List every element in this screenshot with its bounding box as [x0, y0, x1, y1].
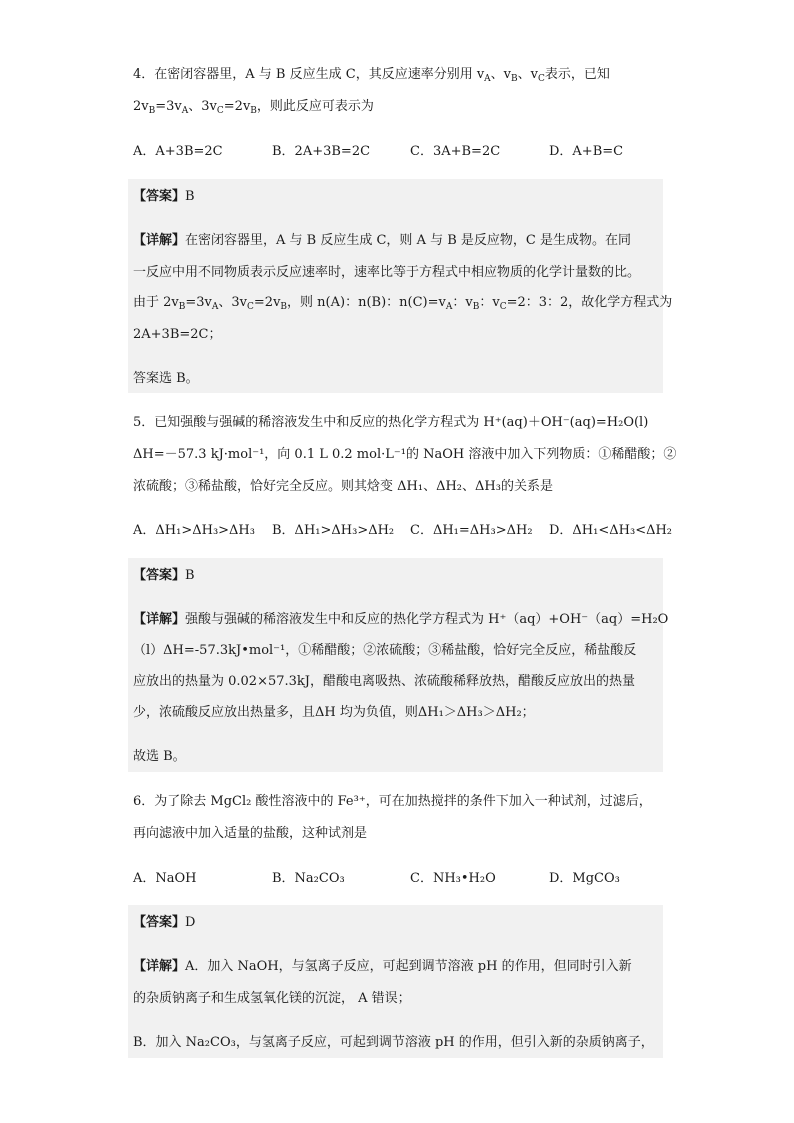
q5-detail-line-1: 【详解】强酸与强碱的稀溶液发生中和反应的热化学方程式为 H⁺（aq）+OH⁻（aq）=H₂O — [133, 612, 669, 627]
q6-detail-line-2: 的杂质钠离子和生成氢氧化镁的沉淀， A 错误； — [133, 991, 411, 1006]
q4-solution-box — [128, 179, 663, 393]
q4-detail-line-1: 【详解】在密闭容器里，A 与 B 反应生成 C，则 A 与 B 是反应物，C 是生成物。在同 — [133, 233, 631, 248]
q5-answer: 【答案】B — [133, 568, 195, 583]
q5-option-a: A．ΔH₁>ΔH₃>ΔH₃ — [133, 523, 255, 538]
q6-option-a: A．NaOH — [133, 871, 197, 886]
q5-detail-line-4: 少，浓硫酸反应放出热量多，且ΔH 均为负值，则ΔH₁＞ΔH₃＞ΔH₂； — [133, 705, 535, 720]
q4-option-b: B．2A+3B=2C — [272, 144, 371, 159]
q5-detail-line-3: 应放出的热量为 0.02×57.3kJ，醋酸电离吸热、浓硫酸稀释放热，醋酸反应放出的热量 — [133, 674, 636, 689]
q5-option-b: B．ΔH₁>ΔH₃>ΔH₂ — [272, 523, 395, 538]
q5-stem-line-2: ΔH=－57.3 kJ·mol⁻¹，向 0.1 L 0.2 mol·L⁻¹的 NaOH 溶液中加入下列物质：①稀醋酸；② — [133, 447, 677, 462]
q4-detail-line-2: 一反应中用不同物质表示反应速率时，速率比等于方程式中相应物质的化学计量数的比。 — [133, 265, 641, 280]
q5-detail-line-2: （l）ΔH=-57.3kJ•mol⁻¹，①稀醋酸；②浓硫酸；③稀盐酸，恰好完全反应，稀盐酸反 — [133, 643, 637, 658]
q5-solution-box — [128, 558, 663, 772]
q4-option-c: C．3A+B=2C — [410, 144, 501, 159]
q5-stem-line-3: 浓硫酸；③稀盐酸，恰好完全反应。则其焓变 ΔH₁、ΔH₂、ΔH₃的关系是 — [133, 479, 553, 494]
q5-options — [133, 522, 693, 540]
q6-detail-line-1: 【详解】A．加入 NaOH，与氢离子反应，可起到调节溶液 pH 的作用，但同时引入新 — [133, 959, 632, 974]
q6-answer: 【答案】D — [133, 915, 196, 930]
q6-options — [133, 870, 693, 888]
q4-option-a: A．A+3B=2C — [133, 144, 223, 159]
q4-conclusion: 答案选 B。 — [133, 371, 199, 386]
q5-option-c: C．ΔH₁=ΔH₃>ΔH₂ — [410, 523, 533, 538]
q4-stem-line-1: 4．在密闭容器里，A 与 B 反应生成 C，其反应速率分别用 $v_A$、$v_B$、$v_C$表示，已知 — [133, 67, 610, 84]
q6-stem-line-2: 再向滤液中加入适量的盐酸，这种试剂是 — [133, 826, 368, 841]
q4-options — [133, 143, 693, 161]
q4-answer: 【答案】B — [133, 189, 195, 204]
q6-option-c: C．NH₃•H₂O — [410, 871, 496, 886]
q6-stem-line-1: 6．为了除去 MgCl₂ 酸性溶液中的 Fe³⁺，可在加热搅拌的条件下加入一种试剂，过滤后， — [133, 794, 652, 809]
q5-option-d: D．ΔH₁<ΔH₃<ΔH₂ — [549, 523, 673, 538]
q4-stem-line-2: $2v_B=3v_A$、$3v_C=2v_B$，则此反应可表示为 — [133, 99, 374, 116]
q4-option-d: D．A+B=C — [549, 144, 624, 159]
q6-option-b: B．Na₂CO₃ — [272, 871, 345, 886]
q6-detail-line-3: B．加入 Na₂CO₃，与氢离子反应，可起到调节溶液 pH 的作用，但引入新的杂质钠离子， — [133, 1035, 654, 1050]
q4-detail-line-3: 由于 $2v_B=3v_A$、$3v_C=2v_B$，则 n(A)：n(B)：$n(C)=v_A$：$v_B$：$v_C=2$：3：2，故化学方程式为 — [133, 295, 673, 312]
q5-stem-line-1: 5．已知强酸与强碱的稀溶液发生中和反应的热化学方程式为 H⁺(aq)＋OH⁻(aq)=H₂O(l) — [133, 415, 649, 430]
q4-detail-line-4: 2A+3B=2C； — [133, 327, 222, 342]
q6-option-d: D．MgCO₃ — [549, 871, 620, 886]
q5-conclusion: 故选 B。 — [133, 749, 186, 764]
